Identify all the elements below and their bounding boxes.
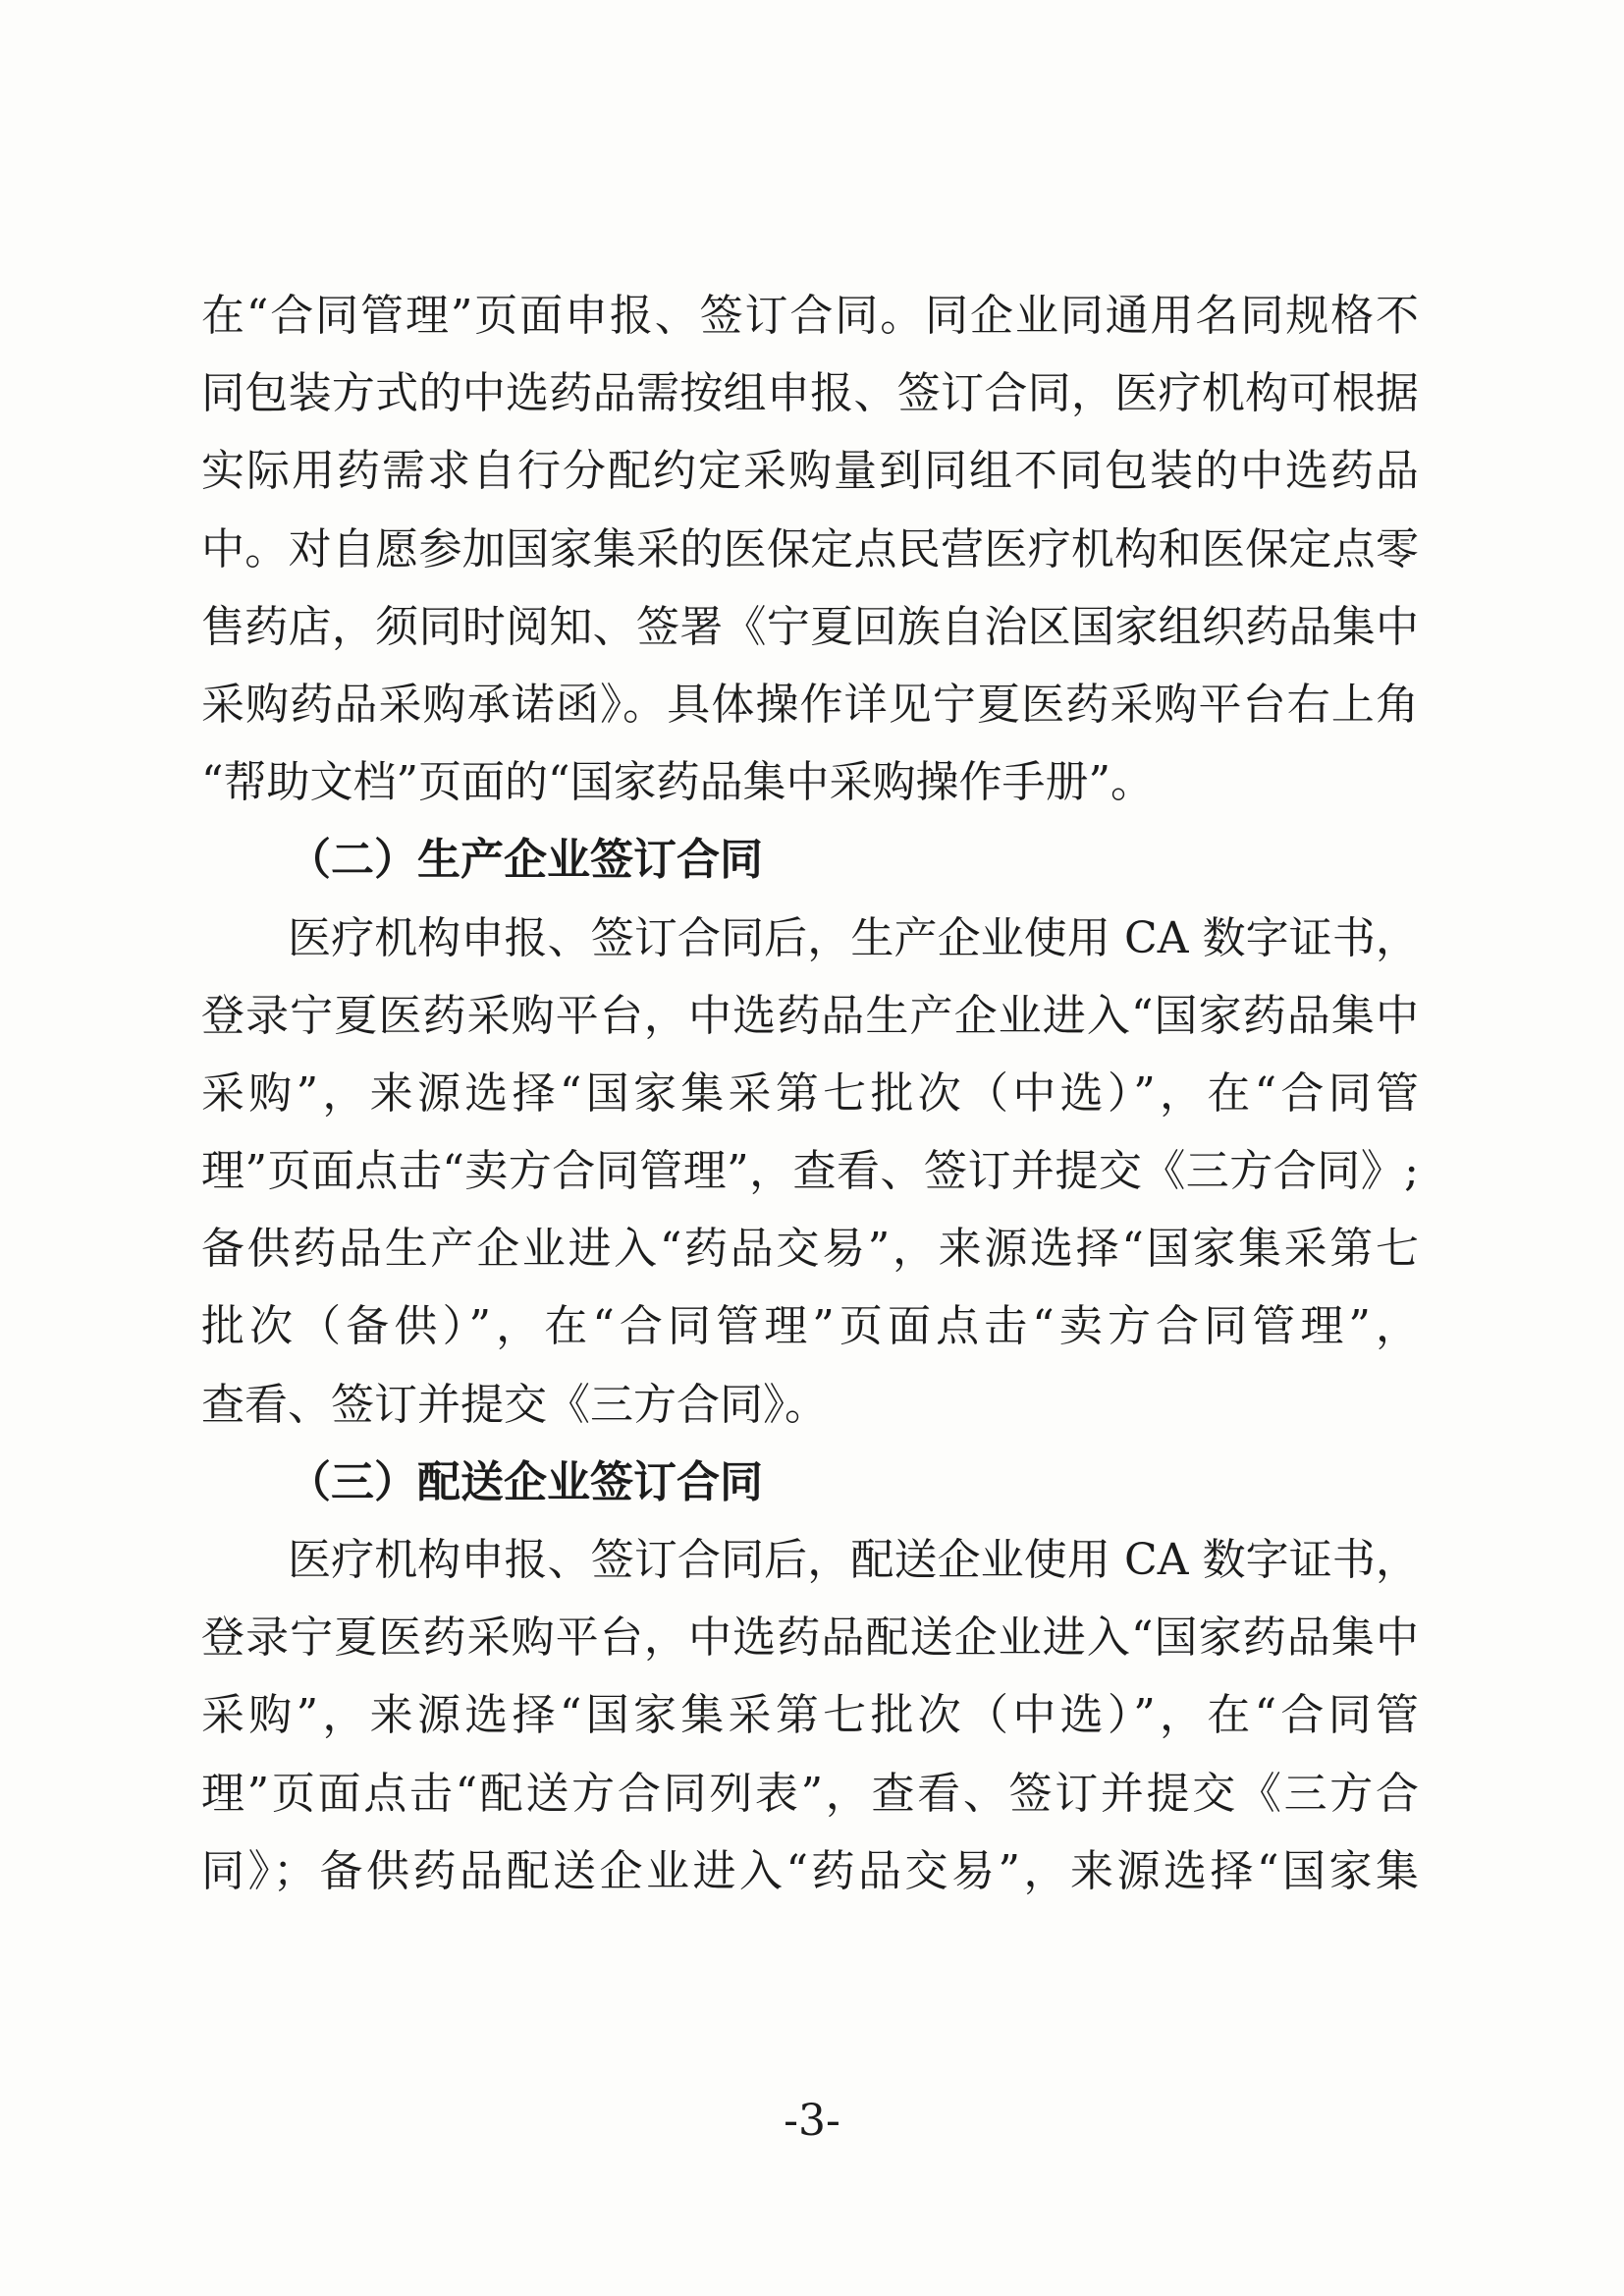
paragraph-line: 备供药品生产企业进入“药品交易”，来源选择“国家集采第七 [201, 1224, 1419, 1275]
paragraph-line: 采购药品采购承诺函》。具体操作详见宁夏医药采购平台右上角 [201, 679, 1419, 730]
paragraph-line: 在“合同管理”页面申报、签订合同。同企业同通用名同规格不 [201, 291, 1419, 341]
section-heading-2: （二）生产企业签订合同 [288, 835, 763, 886]
paragraph-line: 同包装方式的中选药品需按组申报、签订合同，医疗机构可根据 [201, 368, 1419, 419]
body-text [201, 277, 1419, 1910]
section-heading-3: （三）配送企业签订合同 [288, 1456, 763, 1507]
paragraph-line: 登录宁夏医药采购平台，中选药品配送企业进入“国家药品集中 [201, 1613, 1419, 1664]
paragraph-line: 同》；备供药品配送企业进入“药品交易”，来源选择“国家集 [201, 1845, 1419, 1896]
paragraph-line-last: 查看、签订并提交《三方合同》。 [201, 1379, 828, 1430]
paragraph-line: 理”页面点击“配送方合同列表”，查看、签订并提交《三方合 [201, 1768, 1419, 1819]
paragraph-line: 采购”，来源选择“国家集采第七批次（中选）”，在“合同管 [201, 1067, 1419, 1119]
paragraph-line: 中。对自愿参加国家集采的医保定点民营医疗机构和医保定点零 [201, 523, 1419, 574]
paragraph-line: 医疗机构申报、签订合同后，生产企业使用 CA 数字证书， [288, 912, 1419, 963]
paragraph-line: 采购”，来源选择“国家集采第七批次（中选）”，在“合同管 [201, 1690, 1419, 1741]
paragraph-line: 医疗机构申报、签订合同后，配送企业使用 CA 数字证书， [288, 1535, 1419, 1585]
paragraph-line: 实际用药需求自行分配约定采购量到同组不同包装的中选药品 [201, 446, 1419, 497]
paragraph-line: 售药店，须同时阅知、签署《宁夏回族自治区国家组织药品集中 [201, 601, 1419, 652]
paragraph-line: 登录宁夏医药采购平台，中选药品生产企业进入“国家药品集中 [201, 990, 1419, 1041]
paragraph-line-last: “帮助文档”页面的“国家药品集中采购操作手册”。 [201, 757, 1154, 808]
page-number: -3- [784, 2096, 840, 2146]
paragraph-line: 理”页面点击“卖方合同管理”，查看、签订并提交《三方合同》; [201, 1146, 1419, 1197]
paragraph-line: 批次（备供）”，在“合同管理”页面点击“卖方合同管理”， [201, 1301, 1419, 1352]
